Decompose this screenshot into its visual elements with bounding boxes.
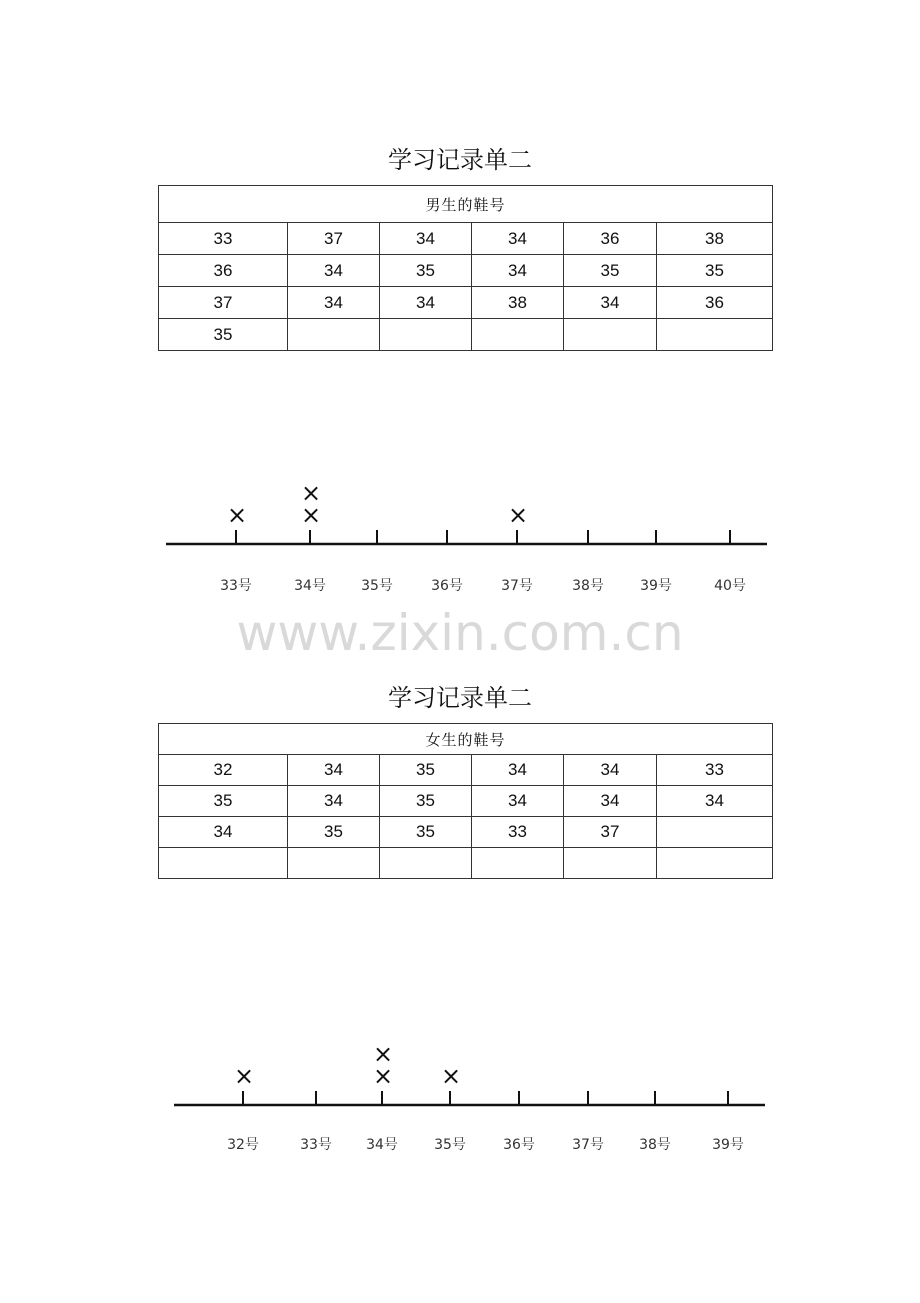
tick-label: 37号 bbox=[572, 1137, 604, 1153]
tick-label: 36号 bbox=[431, 578, 463, 594]
tick-label: 40号 bbox=[714, 578, 746, 594]
table-cell bbox=[564, 848, 657, 879]
table-cell: 34 bbox=[657, 786, 773, 817]
table-cell: 34 bbox=[288, 287, 380, 319]
watermark: www.zixin.com.cn bbox=[236, 604, 684, 662]
girls-shoe-size-table bbox=[158, 723, 773, 879]
table-cell: 34 bbox=[288, 755, 380, 786]
table-row bbox=[159, 755, 773, 786]
table-row bbox=[159, 287, 773, 319]
tick-label: 38号 bbox=[639, 1137, 671, 1153]
table-row bbox=[159, 223, 773, 255]
tick-label: 34号 bbox=[294, 578, 326, 594]
tick-label: 35号 bbox=[434, 1137, 466, 1153]
table-cell: 33 bbox=[472, 817, 564, 848]
table-cell bbox=[380, 319, 472, 351]
table-cell: 34 bbox=[159, 817, 288, 848]
table-cell: 38 bbox=[472, 287, 564, 319]
table-cell: 34 bbox=[472, 255, 564, 287]
table-cell: 34 bbox=[564, 287, 657, 319]
table-row bbox=[159, 817, 773, 848]
table-cell: 35 bbox=[380, 786, 472, 817]
table-cell: 32 bbox=[159, 755, 288, 786]
boys-shoe-size-table bbox=[158, 185, 773, 351]
table-cell bbox=[657, 319, 773, 351]
table-cell: 33 bbox=[657, 755, 773, 786]
girls-title: 学习记录单二 bbox=[388, 684, 532, 712]
table-cell: 36 bbox=[657, 287, 773, 319]
table-cell bbox=[159, 848, 288, 879]
tick-label: 38号 bbox=[572, 578, 604, 594]
table-cell: 38 bbox=[657, 223, 773, 255]
tick-label: 39号 bbox=[640, 578, 672, 594]
x-mark: × bbox=[507, 501, 529, 529]
x-mark: × bbox=[300, 479, 322, 507]
x-mark: × bbox=[233, 1062, 255, 1090]
table-cell: 33 bbox=[159, 223, 288, 255]
table-cell: 34 bbox=[288, 255, 380, 287]
boys-title: 学习记录单二 bbox=[388, 146, 532, 174]
table-cell: 34 bbox=[564, 786, 657, 817]
table-cell: 34 bbox=[380, 223, 472, 255]
table-row bbox=[159, 255, 773, 287]
table-cell bbox=[472, 319, 564, 351]
tick-label: 37号 bbox=[501, 578, 533, 594]
table-cell: 34 bbox=[472, 223, 564, 255]
table-cell: 35 bbox=[564, 255, 657, 287]
table-cell: 35 bbox=[380, 817, 472, 848]
x-mark: × bbox=[226, 501, 248, 529]
table-cell: 37 bbox=[159, 287, 288, 319]
table-row bbox=[159, 848, 773, 879]
table-cell bbox=[288, 848, 380, 879]
tick-label: 36号 bbox=[503, 1137, 535, 1153]
table-cell: 34 bbox=[288, 786, 380, 817]
table-cell: 35 bbox=[159, 319, 288, 351]
table-cell: 36 bbox=[564, 223, 657, 255]
boys-dot-plot bbox=[0, 480, 920, 600]
table-cell: 35 bbox=[380, 255, 472, 287]
table-row bbox=[159, 786, 773, 817]
tick-label: 33号 bbox=[300, 1137, 332, 1153]
x-mark: × bbox=[440, 1062, 462, 1090]
table-cell bbox=[564, 319, 657, 351]
tick-label: 32号 bbox=[227, 1137, 259, 1153]
table-cell bbox=[657, 817, 773, 848]
boys-table-header: 男生的鞋号 bbox=[159, 186, 773, 223]
x-mark: × bbox=[372, 1040, 394, 1068]
table-cell bbox=[472, 848, 564, 879]
table-cell bbox=[380, 848, 472, 879]
table-cell: 35 bbox=[159, 786, 288, 817]
table-cell: 34 bbox=[472, 755, 564, 786]
table-cell: 36 bbox=[159, 255, 288, 287]
table-cell: 35 bbox=[380, 755, 472, 786]
tick-label: 33号 bbox=[220, 578, 252, 594]
tick-label: 35号 bbox=[361, 578, 393, 594]
table-cell: 37 bbox=[564, 817, 657, 848]
table-cell bbox=[288, 319, 380, 351]
table-cell: 35 bbox=[657, 255, 773, 287]
girls-dot-plot bbox=[0, 1040, 920, 1160]
girls-table-header: 女生的鞋号 bbox=[159, 724, 773, 755]
table-cell: 37 bbox=[288, 223, 380, 255]
x-mark: × bbox=[300, 501, 322, 529]
tick-label: 34号 bbox=[366, 1137, 398, 1153]
table-cell: 35 bbox=[288, 817, 380, 848]
x-mark: × bbox=[372, 1062, 394, 1090]
table-cell: 34 bbox=[380, 287, 472, 319]
tick-label: 39号 bbox=[712, 1137, 744, 1153]
table-row bbox=[159, 319, 773, 351]
table-cell bbox=[657, 848, 773, 879]
table-cell: 34 bbox=[472, 786, 564, 817]
table-cell: 34 bbox=[564, 755, 657, 786]
